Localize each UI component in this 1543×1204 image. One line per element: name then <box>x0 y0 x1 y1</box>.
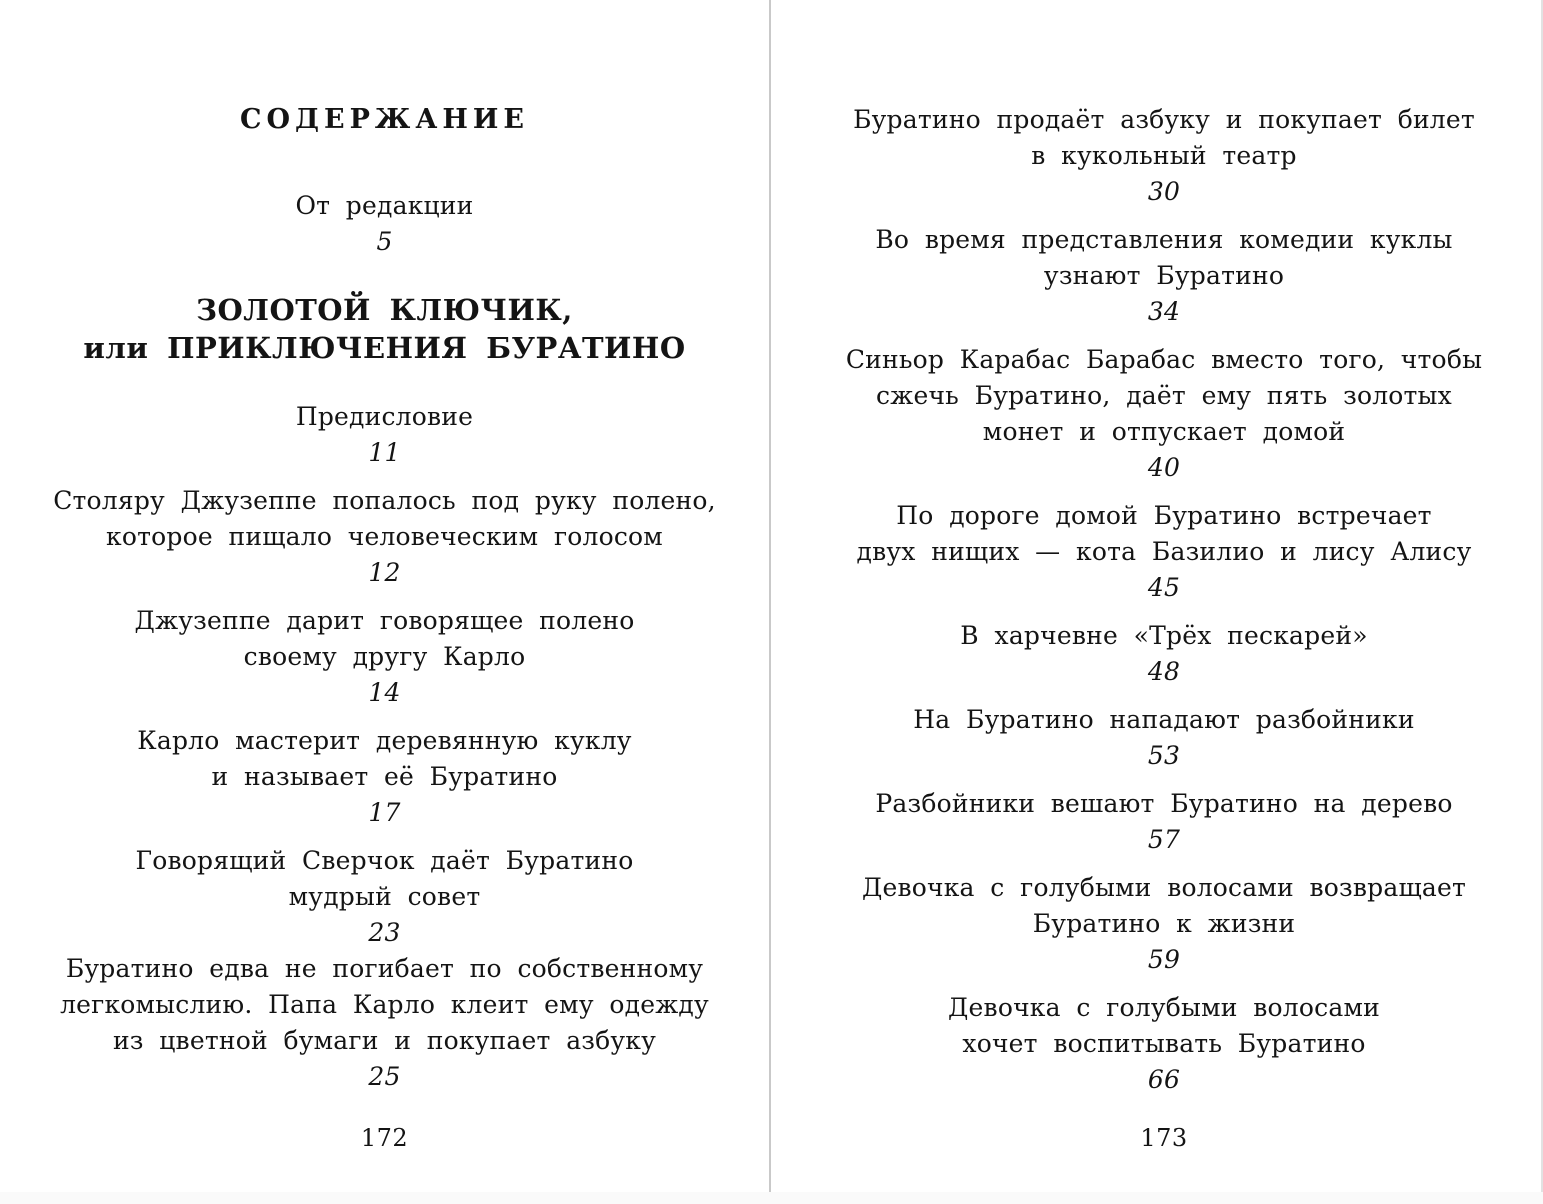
folio-left: 172 <box>360 1124 409 1152</box>
toc-entry-page-number: 17 <box>368 798 401 827</box>
folio-right: 173 <box>1140 1124 1188 1152</box>
toc-entry-page-number: 25 <box>368 1062 401 1091</box>
toc-entry-page-number: 11 <box>368 438 401 467</box>
toc-entry <box>0 188 769 260</box>
toc-entry <box>0 399 769 471</box>
toc-entry-page-number: 59 <box>1147 945 1181 974</box>
toc-entry-page-number: 45 <box>1147 573 1181 602</box>
toc-page-left-content <box>0 0 769 1095</box>
toc-entry-line: сжечь Буратино, даёт ему пять золотых <box>876 381 1452 410</box>
toc-entry-page-number: 12 <box>368 558 401 587</box>
toc-entry <box>785 702 1543 774</box>
toc-page-right-content <box>785 0 1543 1098</box>
page-bottom-edge <box>0 1192 1543 1204</box>
toc-entry <box>785 618 1543 690</box>
toc-entry-page-number: 30 <box>1147 177 1181 206</box>
toc-entry-page-number: 5 <box>376 227 393 256</box>
toc-entry-page-number: 40 <box>1147 453 1181 482</box>
toc-entry-line: Столяру Джузеппе попалось под руку полено, <box>53 486 716 515</box>
toc-entry-line: Девочка с голубыми волосами <box>948 993 1380 1022</box>
toc-entry-line: На Буратино нападают разбойники <box>913 705 1415 734</box>
toc-entry-line: Во время представления комедии куклы <box>875 225 1453 254</box>
toc-entry-page-number: 23 <box>368 918 401 947</box>
toc-entry-line: Предисловие <box>295 402 474 431</box>
toc-entry-line: От редакции <box>295 191 474 220</box>
toc-title: СОДЕРЖАНИЕ <box>240 104 529 135</box>
toc-entry-line: Джузеппе дарит говорящее полено <box>134 606 635 635</box>
toc-entry-line: Говорящий Сверчок даёт Буратино <box>135 846 634 875</box>
toc-entry <box>0 843 769 951</box>
toc-entry <box>0 951 769 1095</box>
toc-entry-line: Буратино продаёт азбуку и покупает билет <box>853 105 1475 134</box>
book-section-heading-line: ЗОЛОТОЙ КЛЮЧИК, <box>196 293 573 327</box>
toc-entry-line: Карло мастерит деревянную куклу <box>137 726 632 755</box>
toc-entry-line: в кукольный театр <box>1031 141 1297 170</box>
toc-entry-line: Буратино едва не погибает по собственному <box>65 954 704 983</box>
book-section-heading <box>0 291 769 367</box>
toc-entry-line: мудрый совет <box>288 882 481 911</box>
toc-entry-page-number: 66 <box>1147 1065 1181 1094</box>
toc-entry-line: Девочка с голубыми волосами возвращает <box>861 873 1467 902</box>
toc-entry-page-number: 57 <box>1147 825 1181 854</box>
toc-entry-line: хочет воспитывать Буратино <box>962 1029 1366 1058</box>
toc-entry-page-number: 14 <box>368 678 401 707</box>
toc-entry <box>785 222 1543 330</box>
toc-entry <box>785 870 1543 978</box>
toc-entry-line: монет и отпускает домой <box>982 417 1346 446</box>
toc-entry-line: и называет её Буратино <box>211 762 558 791</box>
toc-entry <box>0 603 769 711</box>
toc-entry <box>0 723 769 831</box>
toc-entry-page-number: 48 <box>1147 657 1181 686</box>
toc-entry-line: которое пищало человеческим голосом <box>106 522 663 551</box>
toc-page-left <box>0 0 769 1204</box>
toc-page-right <box>771 0 1543 1204</box>
toc-entry-line: легкомыслию. Папа Карло клеит ему одежду <box>60 990 709 1019</box>
toc-entry-line: Синьор Карабас Барабас вместо того, чтобы <box>845 345 1483 374</box>
toc-entry-page-number: 53 <box>1147 741 1181 770</box>
toc-entry-line: узнают Буратино <box>1043 261 1285 290</box>
toc-entry-line: Разбойники вешают Буратино на дерево <box>875 789 1453 818</box>
toc-entry <box>785 990 1543 1098</box>
toc-entry-line: из цветной бумаги и покупает азбуку <box>112 1026 657 1055</box>
toc-entry <box>785 342 1543 486</box>
toc-entry <box>785 102 1543 210</box>
toc-entry-line: Буратино к жизни <box>1032 909 1296 938</box>
toc-entry-line: своему другу Карло <box>243 642 526 671</box>
toc-entry <box>0 483 769 591</box>
toc-entry-line: двух нищих — кота Базилио и лису Алису <box>856 537 1472 566</box>
toc-entry-line: В харчевне «Трёх пескарей» <box>960 621 1368 650</box>
toc-entry-line: По дороге домой Буратино встречает <box>896 501 1432 530</box>
toc-entry <box>785 498 1543 606</box>
book-section-heading-line: или ПРИКЛЮЧЕНИЯ БУРАТИНО <box>83 331 686 365</box>
toc-entry <box>785 786 1543 858</box>
toc-entry-page-number: 34 <box>1147 297 1181 326</box>
